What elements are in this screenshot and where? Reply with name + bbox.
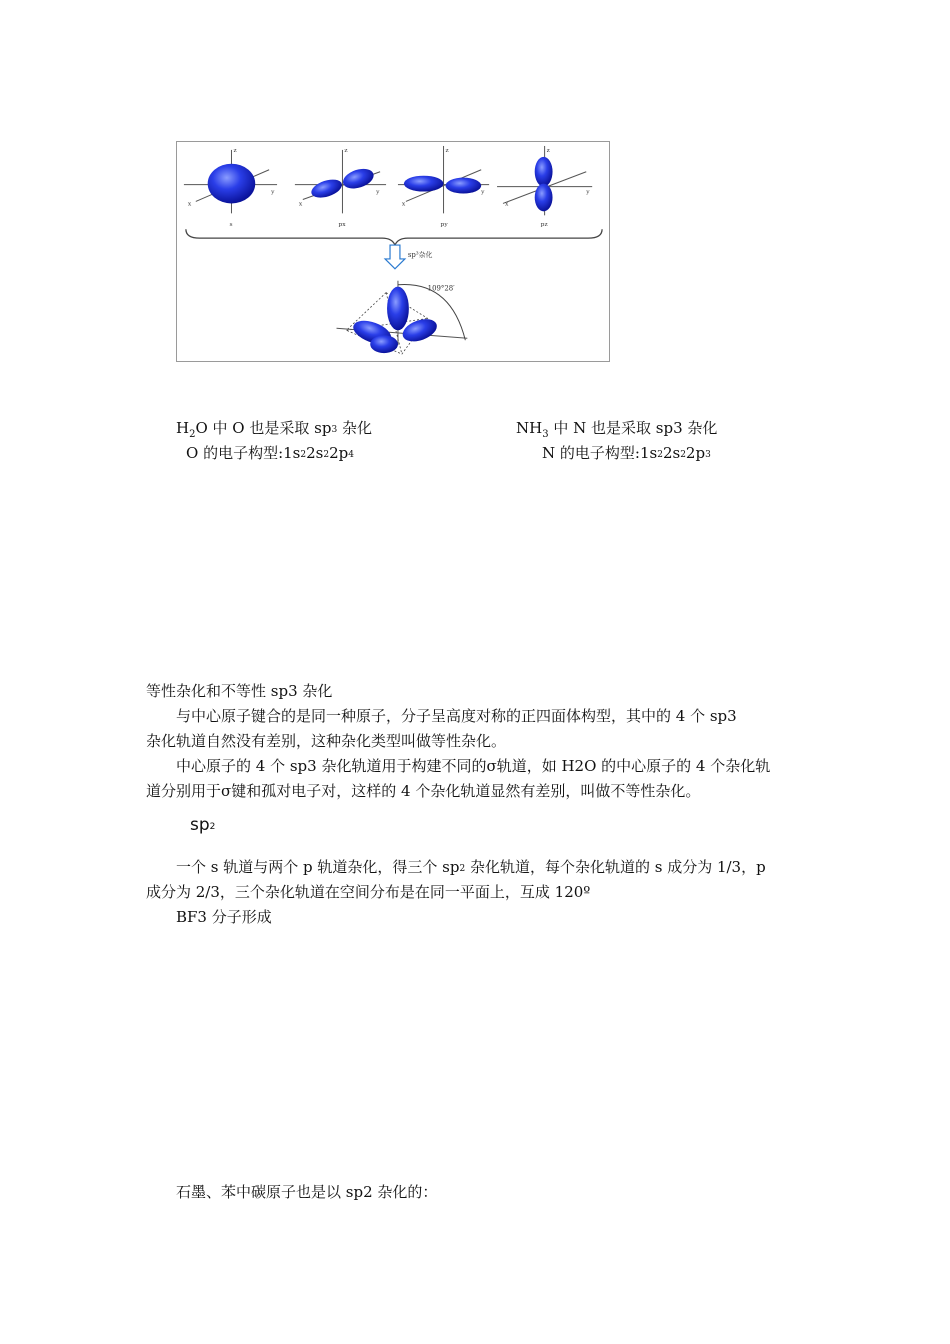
o-config-2s: 2s [306,444,324,462]
o-config-sup-2p: 4 [348,450,354,460]
s-orbital [184,147,277,228]
nh3-subscript: 3 [542,429,549,440]
h2o-statement [176,418,372,441]
nh3-formula-nh: NH [516,419,543,437]
y-axis-label: y [586,188,590,196]
sp3-tetrahedron [337,281,468,354]
n-config-2s: 2s [662,444,681,462]
n-config-2p: 2p [685,444,706,462]
h2o-tail: 杂化 [337,419,372,437]
h2o-formula-rest: O 中 O 也是采取 sp [195,419,332,437]
pz-orbital [497,146,592,228]
n-config-sup-1s: 2 [657,450,663,460]
orbital-label-px: px [338,221,346,229]
o-electron-config [186,443,354,466]
section-heading-equal-unequal: 等性杂化和不等性 sp3 杂化 [146,682,333,700]
y-axis-label: y [481,188,485,196]
sp2-superscript: 2 [209,822,216,832]
down-arrow-icon [385,245,405,269]
orbital-label-py: py [440,221,448,229]
para3-superscript: 2 [459,864,466,874]
para3-line1-b: 杂化轨道，每个杂化轨道的 s 成分为 1/3，p [465,858,766,876]
x-axis-label: x [401,200,406,208]
py-orbital [398,146,489,228]
o-config-prefix: O 的电子构型:1s [186,444,301,462]
para3-line1 [176,857,766,880]
para1-line1: 与中心原子键合的是同一种原子，分子呈高度对称的正四面体构型，其中的 4 个 sp3 [176,707,737,725]
grouping-brace [186,229,602,245]
sp2-base: sp [190,815,210,835]
z-axis-label: z [344,146,348,154]
graphite-benzene-caption: 石墨、苯中碳原子也是以 sp2 杂化的： [176,1183,438,1201]
z-axis-label: z [546,146,550,154]
x-axis-label: x [298,200,303,208]
o-config-2p: 2p [329,444,349,462]
x-axis-label: x [187,200,192,208]
nh3-statement [516,418,717,441]
h2o-subscript: 2 [189,429,196,440]
para3-line2: 成分为 2/3，三个杂化轨道在空间分布是在同一平面上，互成 120º [146,883,591,901]
para3-line1-a: 一个 s 轨道与两个 p 轨道杂化，得三个 sp [176,858,460,876]
o-config-sup-1s: 2 [300,450,307,460]
orbital-label-pz: pz [540,221,548,229]
nh3-formula-rest: 中 N 也是采取 sp3 杂化 [548,419,718,437]
h2o-superscript: 3 [331,425,338,435]
para2-line1: 中心原子的 4 个 sp3 杂化轨道用于构建不同的σ轨道，如 H2O 的中心原子的 4 个杂化轨 [176,757,771,775]
x-axis-label: x [504,200,509,208]
orbital-label-s: s [229,221,233,229]
hybrid-label: sp³杂化 [407,250,433,259]
bf3-caption: BF3 分子形成 [176,908,272,926]
n-config-sup-2p: 3 [705,450,711,460]
orbital-diagram [177,142,609,361]
y-axis-label: y [271,188,275,196]
z-axis-label: z [445,146,449,154]
n-config-sup-2s: 2 [680,450,686,460]
para2-line2: 道分别用于σ键和孤对电子对，这样的 4 个杂化轨道显然有差别，叫做不等性杂化。 [146,782,701,800]
z-axis-label: z [233,146,237,154]
sp3-hybridization-figure [176,141,610,362]
y-axis-label: y [376,188,380,196]
h2o-formula-h: H [176,419,190,437]
bond-angle-label: 109°28′ [427,284,455,293]
n-electron-config [542,443,711,466]
para1-line2: 杂化轨道自然没有差别，这种杂化类型叫做等性杂化。 [146,732,507,750]
px-orbital [295,147,386,228]
sp2-heading [190,815,215,838]
o-config-sup-2s: 2 [323,450,330,460]
n-config-prefix: N 的电子构型:1s [542,444,658,462]
